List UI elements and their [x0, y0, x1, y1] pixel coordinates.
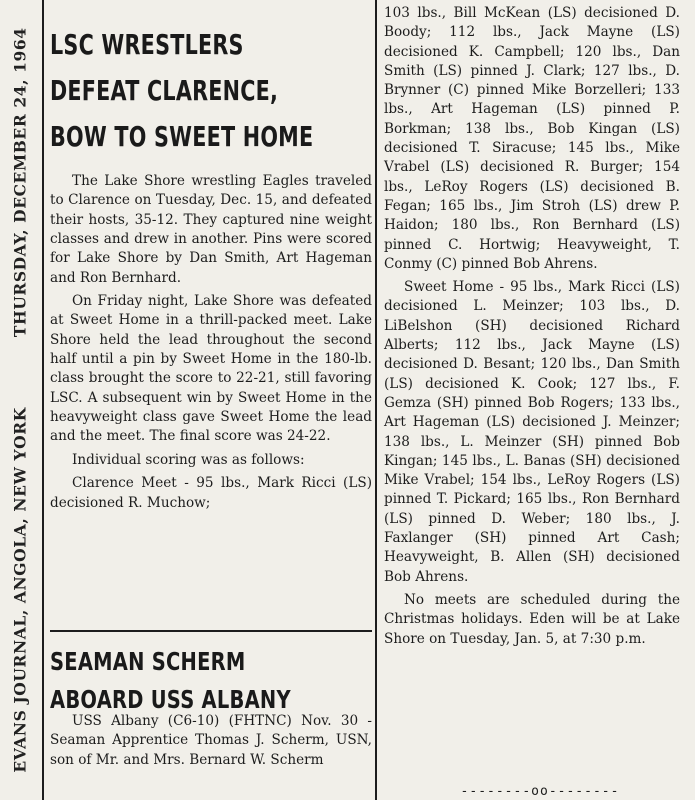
- paragraph: On Friday night, Lake Shore was defeated at Sweet Home in a thrill-packed meet. Lake Shore held the lead throughout the second half until a pin by Sweet Home in the 180-lb. class brought the score to 22-21, still favoring LSC. A subsequent win by Sweet Home in the heavyweight class gave Sweet Home the lead and the meet. The final score was 24-22.: [50, 293, 372, 445]
- masthead-date: THURSDAY, DECEMBER 24, 1964: [10, 27, 30, 338]
- headline-line: BOW TO SWEET HOME: [50, 120, 314, 153]
- paragraph: USS Albany (C6-10) (FHTNC) Nov. 30 - Seaman Apprentice Thomas J. Scherm, USN, son of Mr. and Mrs. Bernard W. Scherm: [50, 713, 372, 768]
- headline-line: DEFEAT CLARENCE,: [50, 74, 279, 107]
- end-mark: --------oo--------: [460, 784, 620, 799]
- paragraph: Sweet Home - 95 lbs., Mark Ricci (LS) decisioned L. Meinzer; 103 lbs., D. LiBelshon (SH) decisioned Richard Alberts; 112 lbs., Jack Mayne (LS) decisioned D. Besant; 120 lbs., Dan Smith (LS) decisioned K. Cook; 127 lbs., F. Gemza (SH) pinned Bob Rogers; 133 lbs., Art Hageman (LS) decisioned J. Meinzer; 138 lbs., L. Meinzer (SH) pinned Bob Kingan; 145 lbs., L. Banas (SH) decisioned Mike Vrabel; 154 lbs., LeRoy Rogers (LS) pinned T. Pickard; 165 lbs., Ron Bernhard (LS) pinned D. Weber; 180 lbs., J. Faxlanger (SH) pinned Art Cash; Heavyweight, B. Allen (SH) decisioned Bob Ahrens.: [384, 279, 680, 585]
- article-headline-wrestlers: [50, 22, 313, 160]
- paragraph: Clarence Meet - 95 lbs., Mark Ricci (LS) decisioned R. Muchow;: [50, 475, 372, 511]
- article-headline-seaman: [50, 643, 291, 719]
- right-column: [384, 4, 680, 649]
- article-body-wrestlers: [50, 172, 372, 513]
- masthead-paper: EVANS JOURNAL, ANGOLA, NEW YORK: [10, 407, 30, 773]
- paragraph: Individual scoring was as follows:: [72, 451, 305, 468]
- masthead-text: [11, 0, 30, 800]
- headline-line: SEAMAN SCHERM: [50, 647, 246, 676]
- masthead-rule: [42, 0, 44, 800]
- headline-line: ABOARD USS ALBANY: [50, 685, 291, 714]
- headline-line: LSC WRESTLERS: [50, 28, 244, 61]
- article-body-seaman: [50, 712, 372, 770]
- paragraph: The Lake Shore wrestling Eagles traveled to Clarence on Tuesday, Dec. 15, and defeated their hosts, 35-12. They captured nine weight classes and drew in another. Pins were scored for Lake Shore by Dan Smith, Art Hageman and Ron Bernhard.: [50, 173, 372, 286]
- masthead-strip: [0, 0, 40, 800]
- paragraph: No meets are scheduled during the Christmas holidays. Eden will be at Lake Shore on Tuesday, Jan. 5, at 7:30 p.m.: [384, 591, 680, 647]
- column-rule: [375, 0, 377, 800]
- paragraph: 103 lbs., Bill McKean (LS) decisioned D. Boody; 112 lbs., Jack Mayne (LS) decisioned K. Campbell; 120 lbs., Dan Smith (LS) pinned J. Clark; 127 lbs., D. Brynner (C) pinned Mike Borzelleri; 133 lbs., Art Hageman (LS) pinned P. Borkman; 138 lbs., Bob Kingan (LS) decisioned T. Siracuse; 145 lbs., Mike Vrabel (LS) decisioned R. Burger; 154 lbs., LeRoy Rogers (LS) decisioned B. Fegan; 165 lbs., Jim Stroh (LS) drew P. Haidon; 180 lbs., Ron Bernhard (LS) pinned C. Hortwig; Heavyweight, T. Conmy (C) pinned Bob Ahrens.: [384, 5, 680, 272]
- article-divider: [50, 630, 372, 632]
